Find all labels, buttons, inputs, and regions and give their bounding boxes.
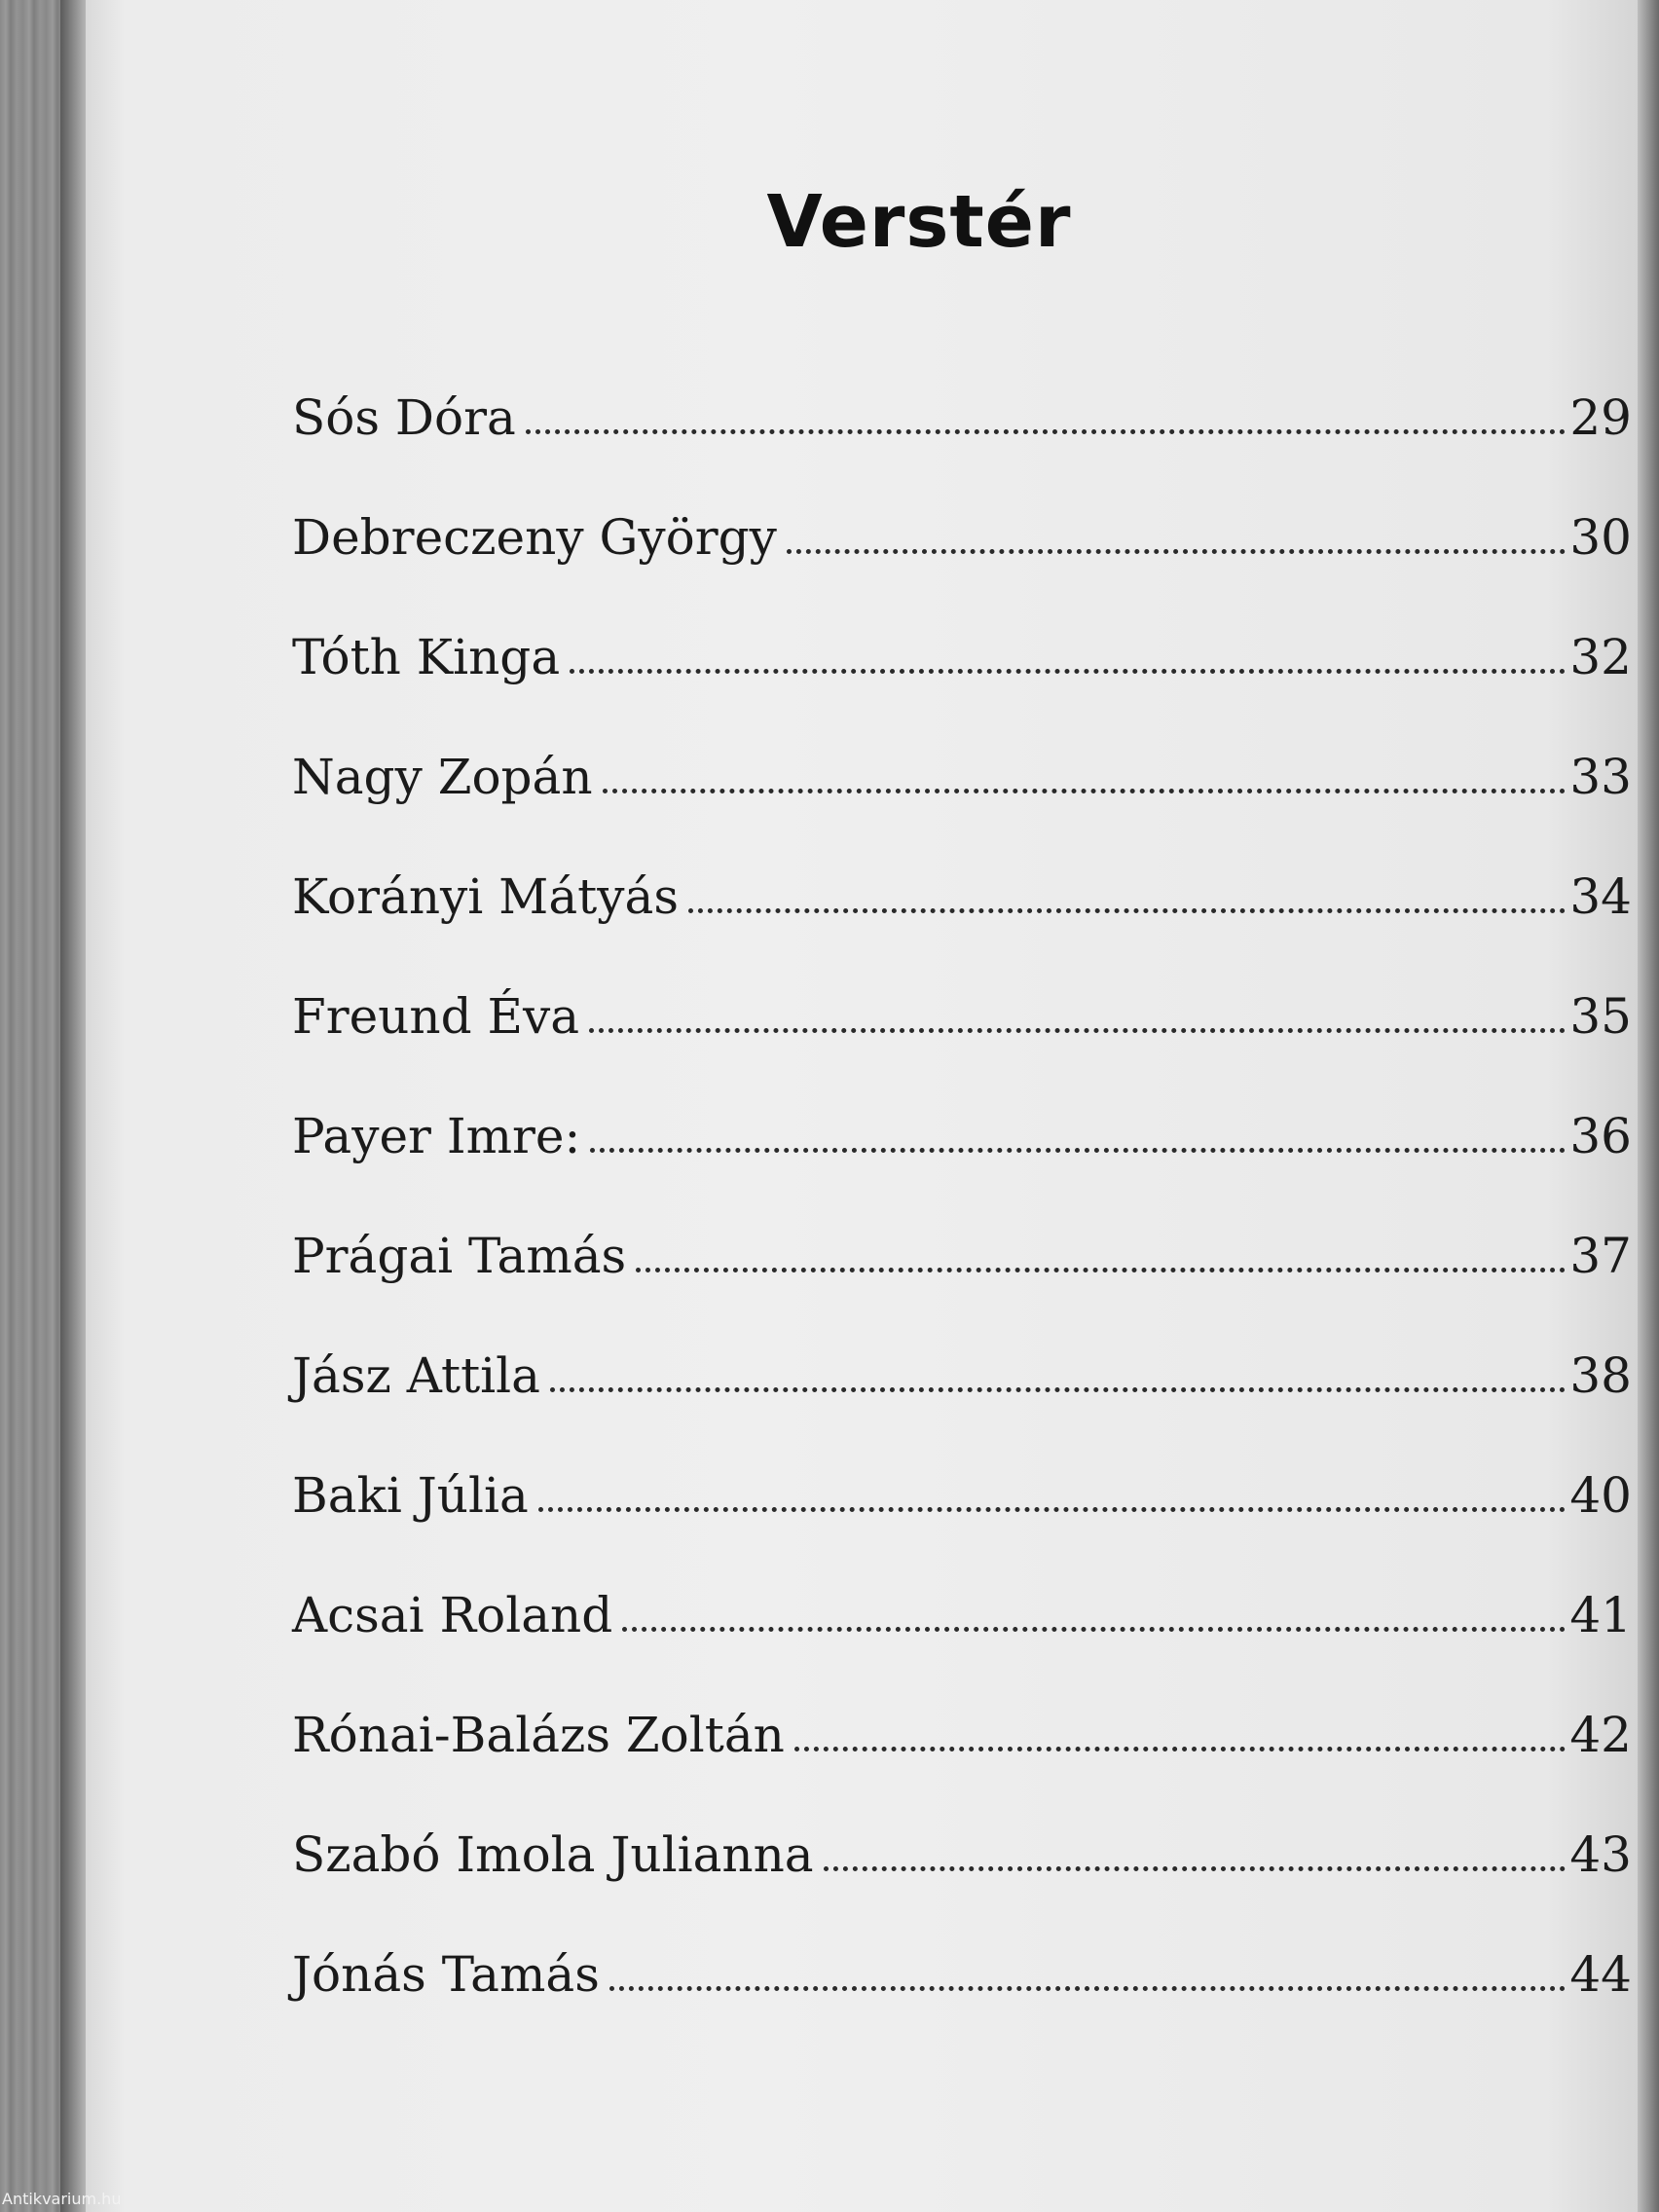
toc-entry-name: Korányi Mátyás: [292, 868, 679, 925]
toc-dot-leader: [794, 1747, 1567, 1751]
toc-entry: [292, 749, 1632, 868]
toc-entry-page-number: 36: [1569, 1108, 1632, 1164]
toc-dot-leader: [603, 789, 1567, 793]
toc-entry-name: Payer Imre:: [292, 1108, 581, 1164]
toc-entry: [292, 988, 1632, 1108]
toc-entry: [292, 1347, 1632, 1467]
toc-entry-page-number: 37: [1569, 1228, 1632, 1284]
toc-entry-name: Jász Attila: [292, 1347, 540, 1404]
toc-entry-page-number: 41: [1569, 1587, 1632, 1643]
toc-entry: [292, 1108, 1632, 1228]
toc-entry: [292, 1587, 1632, 1707]
toc-dot-leader: [550, 1387, 1566, 1392]
toc-entry-page-number: 29: [1569, 389, 1632, 446]
toc-entry-name: Rónai-Balázs Zoltán: [292, 1707, 785, 1763]
toc-entry-name: Acsai Roland: [292, 1587, 613, 1643]
toc-entry-name: Sós Dóra: [292, 389, 516, 446]
toc-entry: [292, 629, 1632, 749]
toc-entry: [292, 1946, 1632, 2066]
toc-dot-leader: [622, 1627, 1566, 1632]
page-title: Verstér: [766, 180, 1072, 264]
toc-dot-leader: [824, 1866, 1567, 1871]
toc-dot-leader: [526, 429, 1567, 434]
toc-entry-name: Baki Júlia: [292, 1467, 529, 1524]
toc-entry-page-number: 32: [1569, 629, 1632, 685]
watermark: Antikvarium.hu: [2, 2190, 122, 2208]
toc-entry-name: Tóth Kinga: [292, 629, 561, 685]
toc-entry-name: Nagy Zopán: [292, 749, 593, 805]
toc-entry-name: Debreczeny György: [292, 509, 777, 566]
toc-entry-name: Freund Éva: [292, 988, 580, 1045]
page-right-edge: [1638, 0, 1659, 2212]
toc-entry-page-number: 43: [1569, 1826, 1632, 1883]
toc-entry-page-number: 34: [1569, 868, 1632, 925]
toc-entry-page-number: 33: [1569, 749, 1632, 805]
toc-dot-leader: [688, 908, 1566, 913]
toc-entry: [292, 1826, 1632, 1946]
toc-entry-page-number: 38: [1569, 1347, 1632, 1404]
table-of-contents: [292, 389, 1632, 2066]
toc-dot-leader: [538, 1507, 1567, 1512]
toc-entry-name: Jónás Tamás: [292, 1946, 600, 2003]
toc-dot-leader: [590, 1148, 1566, 1153]
toc-entry: [292, 1467, 1632, 1587]
toc-dot-leader: [609, 1986, 1567, 1991]
toc-entry-page-number: 35: [1569, 988, 1632, 1045]
toc-entry: [292, 1228, 1632, 1347]
toc-dot-leader: [787, 549, 1566, 554]
toc-entry-page-number: 42: [1569, 1707, 1632, 1763]
toc-dot-leader: [570, 669, 1566, 674]
toc-entry-name: Szabó Imola Julianna: [292, 1826, 814, 1883]
toc-entry: [292, 509, 1632, 629]
toc-entry: [292, 1707, 1632, 1826]
toc-entry-name: Prágai Tamás: [292, 1228, 627, 1284]
toc-entry: [292, 868, 1632, 988]
toc-entry-page-number: 44: [1569, 1946, 1632, 2003]
toc-entry-page-number: 40: [1569, 1467, 1632, 1524]
toc-dot-leader: [636, 1268, 1566, 1272]
toc-dot-leader: [589, 1028, 1566, 1033]
toc-entry: [292, 389, 1632, 509]
toc-entry-page-number: 30: [1569, 509, 1632, 566]
